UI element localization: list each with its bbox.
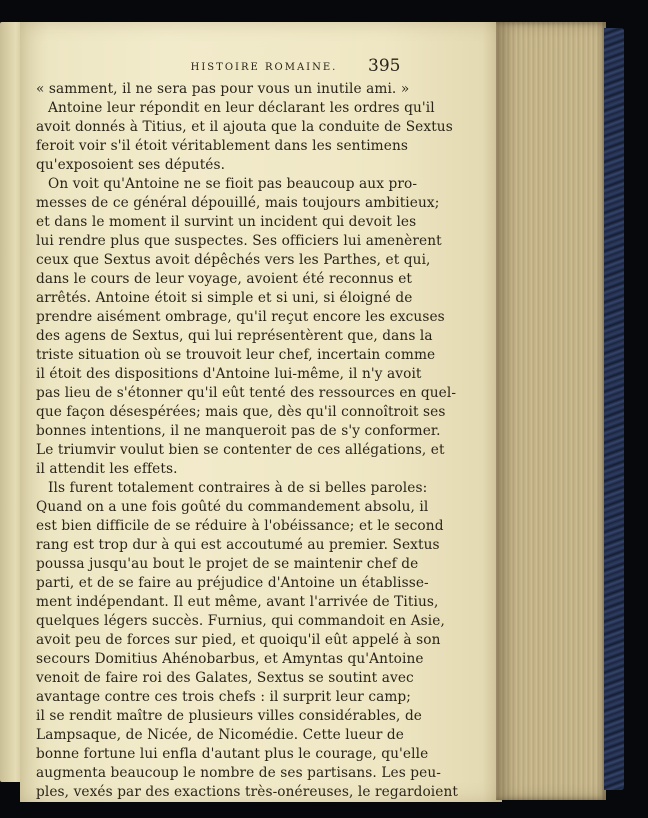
marbled-cover-board	[604, 28, 624, 790]
text-line: Quand on a une fois goûté du commandement absolu, il	[36, 499, 429, 515]
text-line: « samment, il ne sera pas pour vous un inutile ami. »	[36, 81, 410, 97]
text-line: messes de ce général dépouillé, mais toujours ambitieux;	[36, 195, 440, 211]
text-line: arrêtés. Antoine étoit si simple et si uni, si éloigné de	[36, 290, 413, 306]
text-line: Antoine leur répondit en leur déclarant les ordres qu'il	[48, 100, 435, 116]
text-line: ples, vexés par des exactions très-onéreuses, le regardoient	[36, 784, 458, 800]
text-line: Lampsaque, de Nicée, de Nicomédie. Cette lueur de	[36, 727, 404, 743]
running-head: HISTOIRE ROMAINE.	[190, 62, 338, 73]
page-stack-edge	[496, 22, 606, 800]
text-line: ment indépendant. Il eut même, avant l'arrivée de Titius,	[36, 594, 439, 610]
text-line: bonnes intentions, il ne manqueroit pas de s'y conformer.	[36, 423, 441, 439]
body-text	[36, 80, 458, 802]
text-line: il étoit des dispositions d'Antoine lui-même, il n'y avoit	[36, 366, 422, 382]
text-line: dans le cours de leur voyage, avoient été reconnus et	[36, 271, 413, 287]
text-line: il attendit les effets.	[36, 461, 178, 477]
text-line: secours Domitius Ahénobarbus, et Amyntas qu'Antoine	[36, 651, 424, 667]
text-line: avoit donnés à Titius, et il ajouta que la conduite de Sextus	[36, 119, 453, 135]
text-line: augmenta beaucoup le nombre de ses partisans. Les peu-	[36, 765, 441, 781]
text-line: il se rendit maître de plusieurs villes considérables, de	[36, 708, 423, 724]
text-line: prendre aisément ombrage, qu'il reçut encore les excuses	[36, 309, 445, 325]
text-line: venoit de faire roi des Galates, Sextus se soutint avec	[36, 670, 414, 686]
text-line: pas lieu de s'étonner qu'il eût tenté des ressources en quel-	[36, 385, 457, 401]
text-line: avantage contre ces trois chefs : il surprit leur camp;	[36, 689, 412, 705]
text-line: et dans le moment il survint un incident qui devoit les	[36, 214, 417, 230]
text-line: que façon désespérées; mais que, dès qu'il connoîtroit ses	[36, 404, 446, 420]
text-line: est bien difficile de se réduire à l'obéissance; et le second	[36, 518, 444, 534]
text-line: ceux que Sextus avoit dépêchés vers les Parthes, et qui,	[36, 252, 431, 268]
text-line: avoit peu de forces sur pied, et quoiqu'il eût appelé à son	[36, 632, 441, 648]
text-line: quelques légers succès. Furnius, qui commandoit en Asie,	[36, 613, 445, 629]
page-number: 395	[368, 56, 401, 76]
text-line: des agens de Sextus, qui lui représentèrent que, dans la	[36, 328, 433, 344]
text-line: Le triumvir voulut bien se contenter de ces allégations, et	[36, 442, 445, 458]
text-line: feroit voir s'il étoit véritablement dans les sentimens	[36, 138, 408, 154]
text-line: poussa jusqu'au bout le projet de se maintenir chef de	[36, 556, 419, 572]
text-line: qu'exposoient ses députés.	[36, 157, 226, 173]
text-line: On voit qu'Antoine ne se fioit pas beaucoup aux pro-	[48, 176, 418, 192]
text-line: bonne fortune lui enfla d'autant plus le courage, qu'elle	[36, 746, 429, 762]
text-line: parti, et de se faire au préjudice d'Antoine un établisse-	[36, 575, 429, 591]
text-line: Ils furent totalement contraires à de si belles paroles:	[48, 480, 428, 496]
text-line: lui rendre plus que suspectes. Ses officiers lui amenèrent	[36, 233, 442, 249]
facing-page-edge	[0, 22, 22, 782]
text-line: triste situation où se trouvoit leur chef, incertain comme	[36, 347, 436, 363]
text-line: rang est trop dur à qui est accoutumé au premier. Sextus	[36, 537, 440, 553]
